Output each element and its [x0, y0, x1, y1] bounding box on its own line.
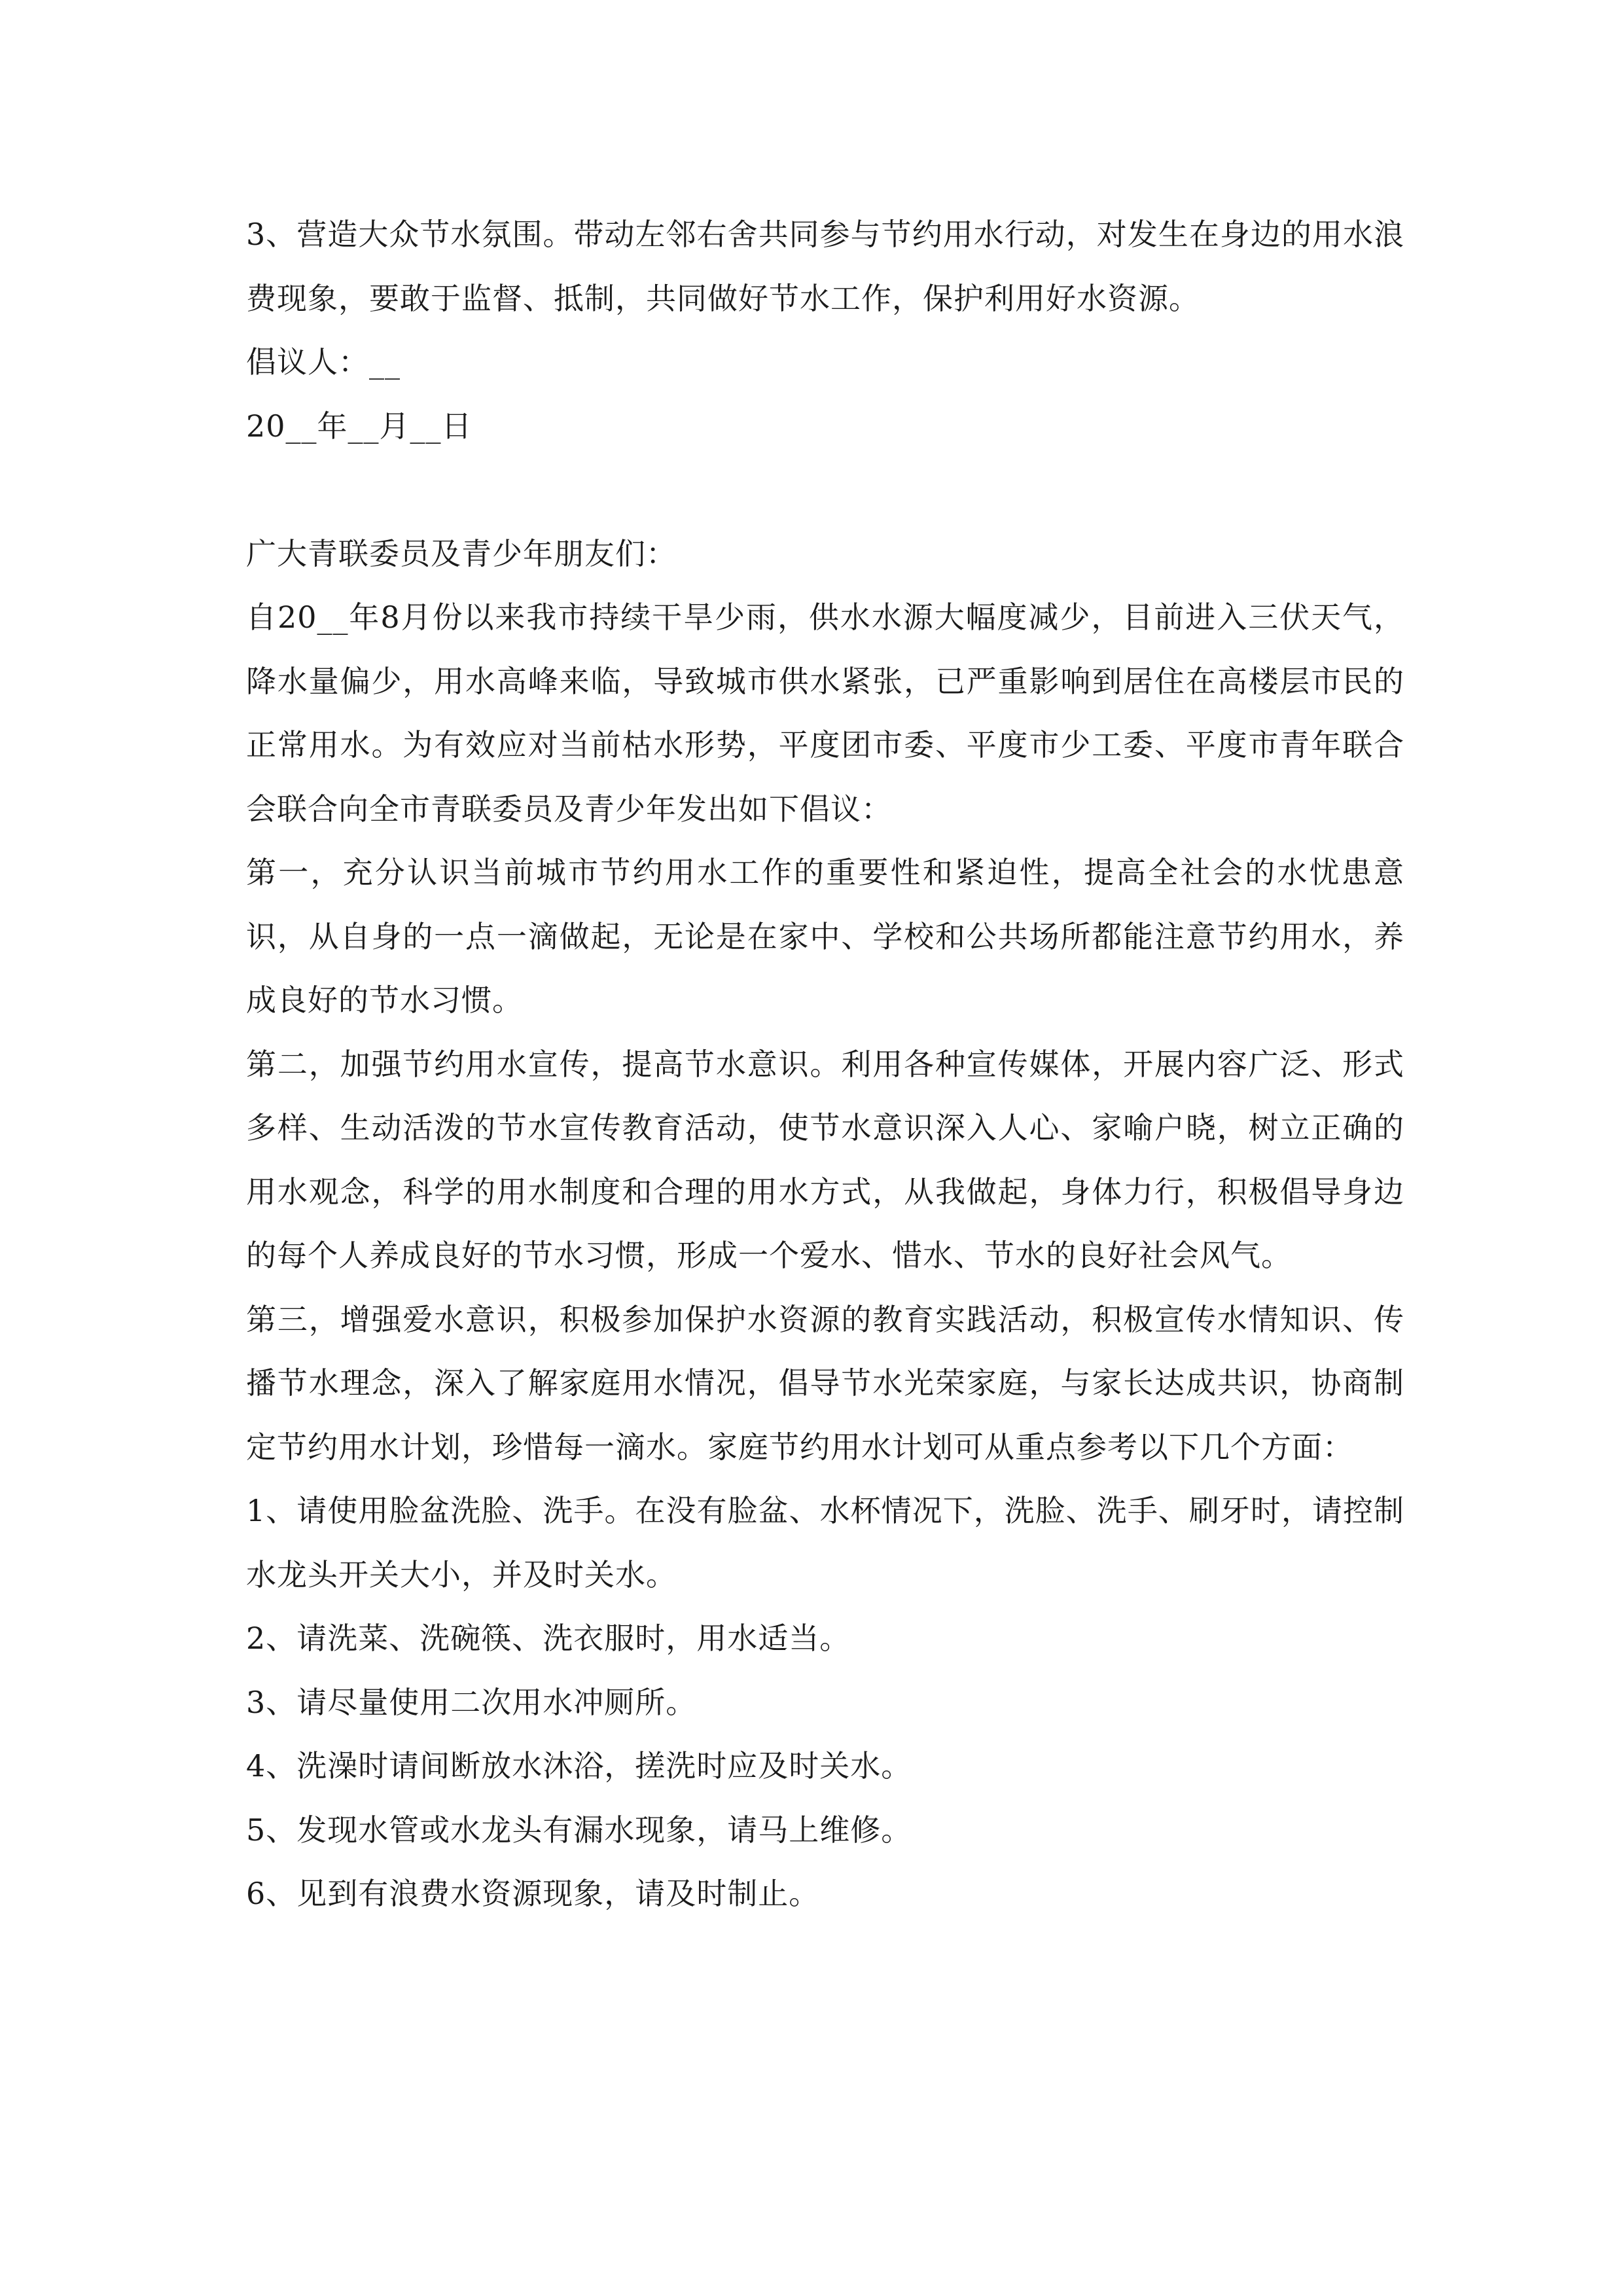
proposal-first: 第一，充分认识当前城市节约用水工作的重要性和紧迫性，提高全社会的水忧患意识，从自身的一点一滴做起，无论是在家中、学校和公共场所都能注意节约用水，养成良好的节水习惯。 — [246, 855, 1404, 1018]
section-gap — [246, 458, 1404, 522]
list-item-2: 2、请洗菜、洗碗筷、洗衣服时，用水适当。 — [246, 1621, 851, 1656]
list-item-1: 1、请使用脸盆洗脸、洗手。在没有脸盆、水杯情况下，洗脸、洗手、刷牙时，请控制水龙头开关大小，并及时关水。 — [246, 1493, 1404, 1592]
date-line: 20__年__月__日 — [246, 408, 473, 444]
list-item-5: 5、发现水管或水龙头有漏水现象，请马上维修。 — [246, 1812, 912, 1848]
proposal-second: 第二，加强节约用水宣传，提高节水意识。利用各种宣传媒体，开展内容广泛、形式多样、生动活泼的节水宣传教育活动，使节水意识深入人心、家喻户晓，树立正确的用水观念，科学的用水制度和合理的用水方式，从我做起，身体力行，积极倡导身边的每个人养成良好的节水习惯，形成一个爱水、惜水、节水的良好社会风气。 — [246, 1046, 1404, 1273]
proposal-third: 第三，增强爱水意识，积极参加保护水资源的教育实践活动，积极宣传水情知识、传播节水理念，深入了解家庭用水情况，倡导节水光荣家庭，与家长达成共识，协商制定节约用水计划，珍惜每一滴水。家庭节约用水计划可从重点参考以下几个方面： — [246, 1301, 1404, 1465]
proposer-line: 倡议人：__ — [246, 344, 401, 380]
salutation: 广大青联委员及青少年朋友们： — [246, 535, 677, 571]
paragraph-item-3: 3、营造大众节水氛围。带动左邻右舍共同参与节约用水行动，对发生在身边的用水浪费现象，要敢于监督、抵制，共同做好节水工作，保护利用好水资源。 — [246, 217, 1404, 316]
intro-paragraph: 自20__年8月份以来我市持续干旱少雨，供水水源大幅度减少，目前进入三伏天气，降水量偏少，用水高峰来临，导致城市供水紧张，已严重影响到居住在高楼层市民的正常用水。为有效应对当前枯水形势，平度团市委、平度市少工委、平度市青年联合会联合向全市青联委员及青少年发出如下倡议： — [246, 600, 1404, 827]
document-body — [246, 203, 1404, 1926]
list-item-4: 4、洗澡时请间断放水沐浴，搓洗时应及时关水。 — [246, 1748, 912, 1784]
list-item-3: 3、请尽量使用二次用水冲厕所。 — [246, 1684, 697, 1720]
list-item-6: 6、见到有浪费水资源现象，请及时制止。 — [246, 1876, 820, 1911]
